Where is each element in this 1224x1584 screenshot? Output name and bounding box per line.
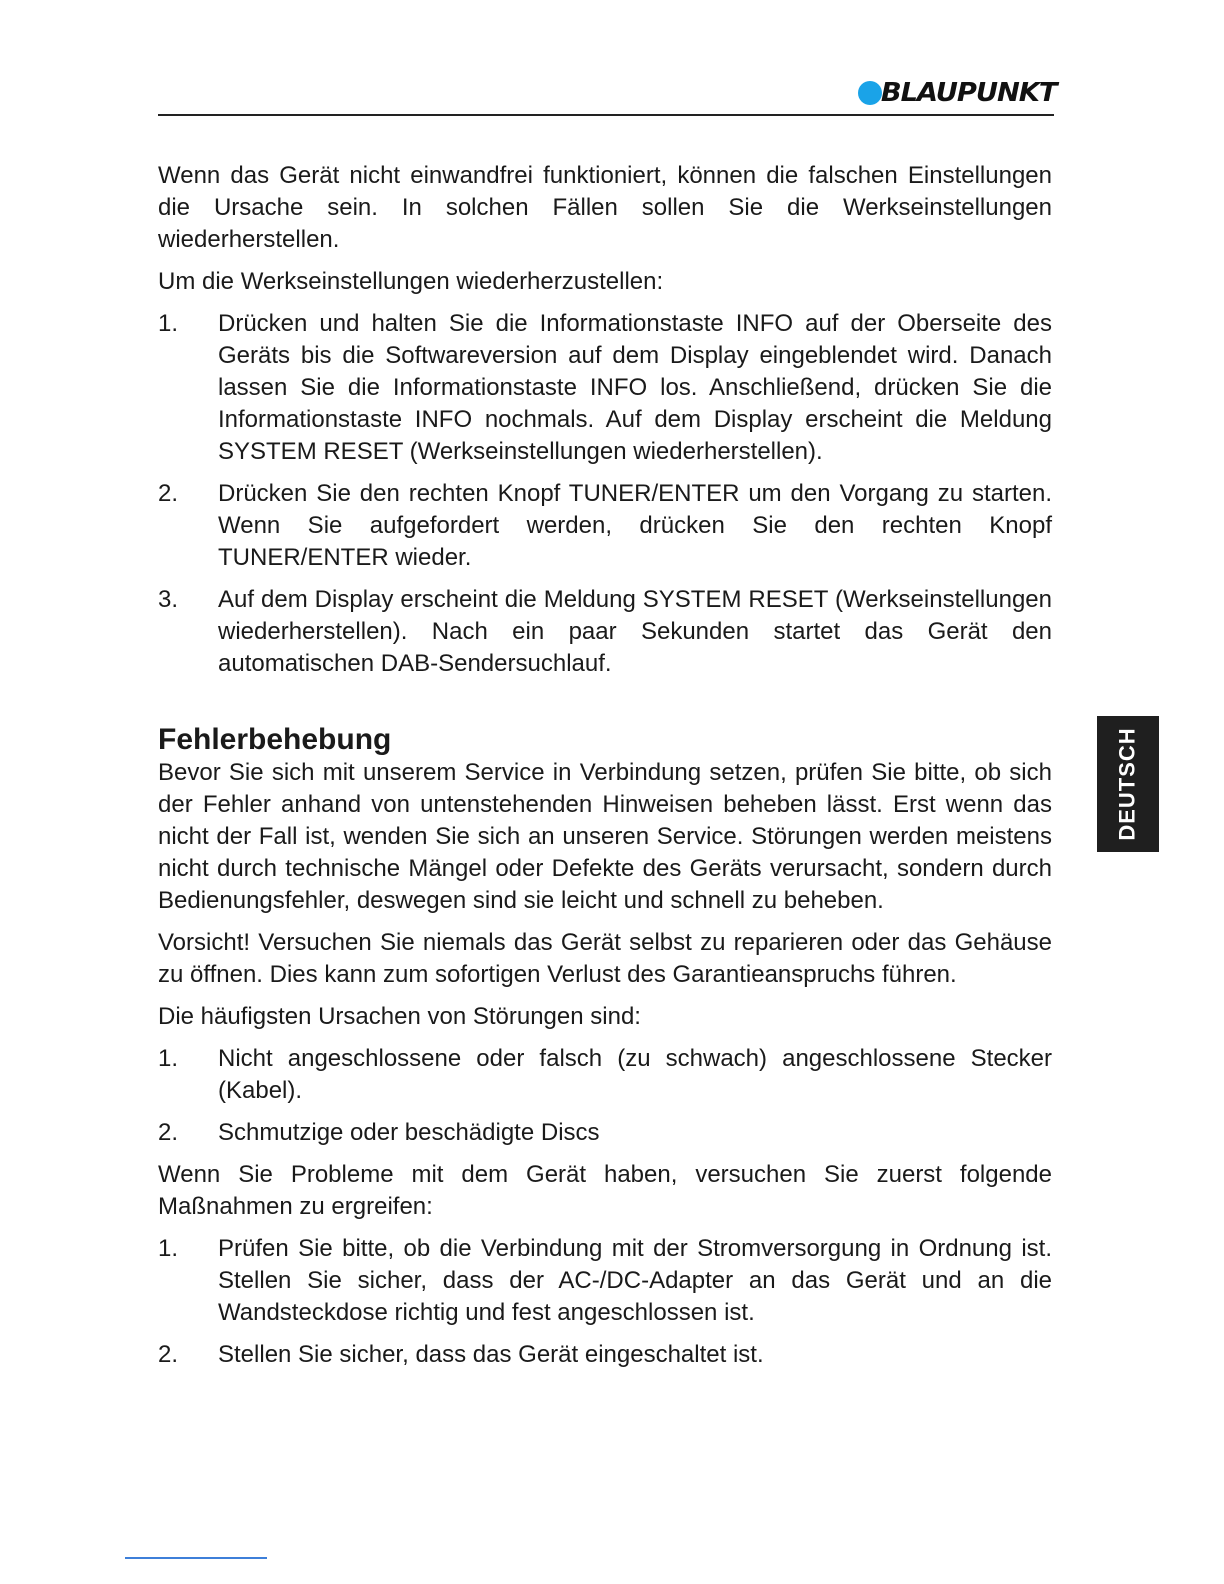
- list-item: [158, 584, 1052, 680]
- list-text: Stellen Sie sicher, dass das Gerät eingeschaltet ist.: [218, 1341, 764, 1368]
- list-number: 1.: [158, 310, 179, 337]
- list-text: Schmutzige oder beschädigte Discs: [218, 1119, 600, 1146]
- troubleshooting-paragraph: Bevor Sie sich mit unserem Service in Verbindung setzen, prüfen Sie bitte, ob sich der Fehler anhand von untenstehenden Hinweisen beheben lässt. Erst wenn das nicht der Fall ist, wenden Sie sich an unseren Service. Störungen werden meistens nicht durch technische Mängel oder Defekte des Geräts verursacht, sondern durch Bedienungsfehler, deswegen sind sie leicht und schnell zu beheben.: [158, 759, 1052, 914]
- list-number: 2.: [158, 480, 179, 507]
- measures-lead: Wenn Sie Probleme mit dem Gerät haben, versuchen Sie zuerst folgende Maßnahmen zu ergreifen:: [158, 1161, 1052, 1220]
- intro-paragraph: Wenn das Gerät nicht einwandfrei funktioniert, können die falschen Einstellungen die Ursache sein. In solchen Fällen sollen Sie die Werkseinstellungen wiederherstellen.: [158, 162, 1052, 253]
- causes-list: [158, 1043, 1052, 1149]
- language-tab: [1097, 716, 1159, 852]
- list-text: Nicht angeschlossene oder falsch (zu schwach) angeschlossene Stecker (Kabel).: [218, 1045, 1052, 1104]
- list-item: [158, 1043, 1052, 1107]
- list-text: Drücken und halten Sie die Informationstaste INFO auf der Oberseite des Geräts bis die Softwareversion auf dem Display eingeblendet wird. Danach lassen Sie die Informationstaste INFO los. Anschließend, drücken Sie die Informationstaste INFO nochmals. Auf dem Display erscheint die Meldung SYSTEM RESET (Werkseinstellungen wiederherstellen).: [218, 310, 1052, 465]
- page-header: [158, 76, 1057, 116]
- list-number: 1.: [158, 1235, 179, 1262]
- list-item: [158, 308, 1052, 468]
- list-text: Auf dem Display erscheint die Meldung SYSTEM RESET (Werkseinstellungen wiederherstellen). Nach ein paar Sekunden startet das Gerät den automatischen DAB-Sendersuchlauf.: [218, 586, 1052, 677]
- measures-list: [158, 1233, 1052, 1371]
- section-heading: Fehlerbehebung: [158, 723, 392, 756]
- list-item: [158, 1233, 1052, 1329]
- brand-name: BLAUPUNKT: [880, 78, 1057, 108]
- brand-logo: [858, 78, 1057, 108]
- intro-lead: Um die Werkseinstellungen wiederherzustellen:: [158, 268, 664, 295]
- list-number: 1.: [158, 1045, 179, 1072]
- page-content: [158, 160, 1052, 1381]
- list-number: 3.: [158, 586, 179, 613]
- reset-steps-list: [158, 308, 1052, 680]
- list-item: [158, 478, 1052, 574]
- language-tab-label: DEUTSCH: [1115, 727, 1140, 841]
- footer-divider: [125, 1557, 267, 1559]
- list-number: 2.: [158, 1119, 179, 1146]
- logo-dot-icon: [858, 81, 882, 105]
- list-text: Prüfen Sie bitte, ob die Verbindung mit der Stromversorgung in Ordnung ist. Stellen Sie sicher, dass der AC-/DC-Adapter an das Gerät und an die Wandsteckdose richtig und fest angeschlossen ist.: [218, 1235, 1052, 1326]
- warning-paragraph: Vorsicht! Versuchen Sie niemals das Gerät selbst zu reparieren oder das Gehäuse zu öffnen. Dies kann zum sofortigen Verlust des Garantieanspruchs führen.: [158, 929, 1052, 988]
- list-text: Drücken Sie den rechten Knopf TUNER/ENTER um den Vorgang zu starten. Wenn Sie aufgefordert werden, drücken Sie den rechten Knopf TUNER/ENTER wieder.: [218, 480, 1052, 571]
- list-number: 2.: [158, 1341, 179, 1368]
- list-item: [158, 1117, 1052, 1149]
- list-item: [158, 1339, 1052, 1371]
- causes-lead: Die häufigsten Ursachen von Störungen sind:: [158, 1003, 641, 1030]
